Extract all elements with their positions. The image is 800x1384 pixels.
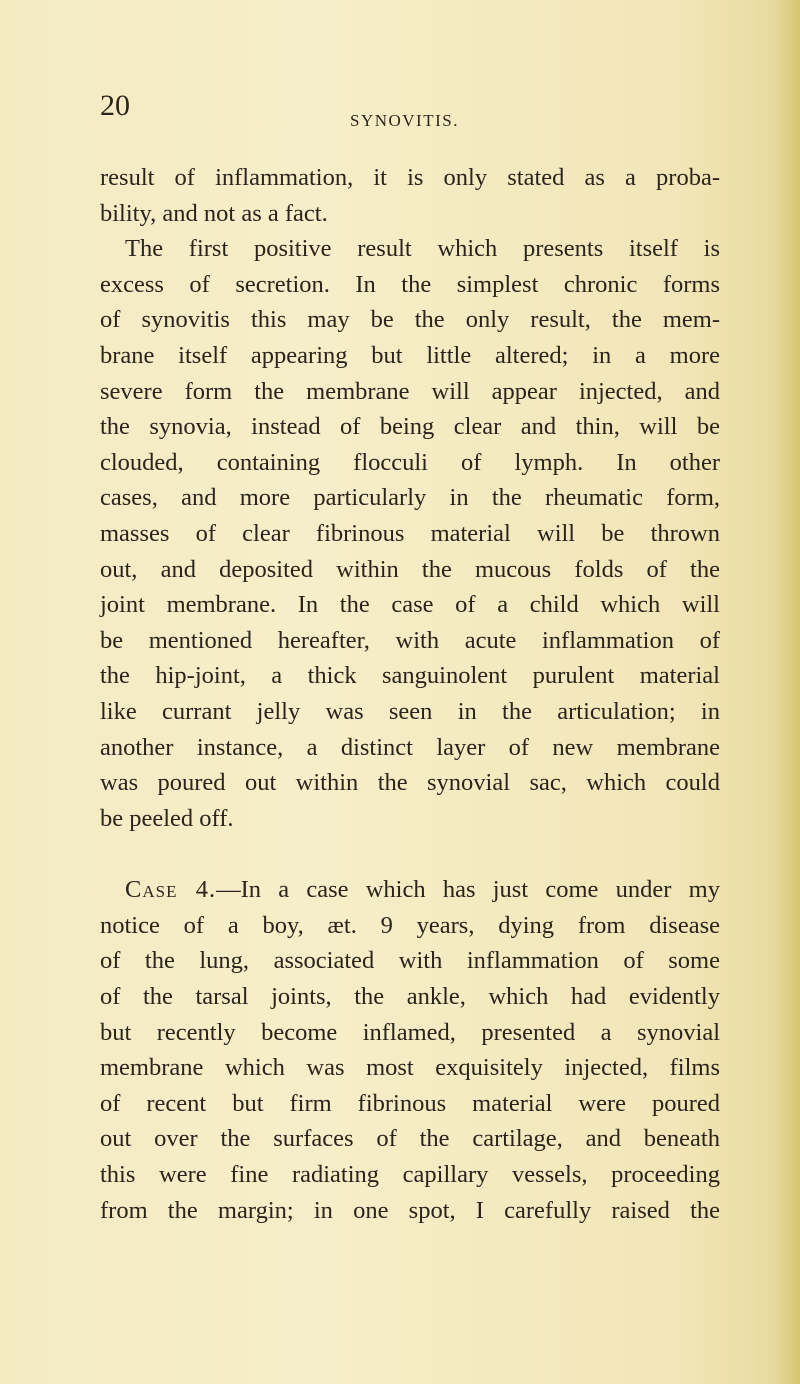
text-line: the hip-joint, a thick sanguinolent purulent material <box>100 662 720 690</box>
text-line: from the margin; in one spot, I carefully raised the <box>100 1196 720 1224</box>
text-line: excess of secretion. In the simplest chronic forms <box>100 270 720 298</box>
text-line: out, and deposited within the mucous folds of the <box>100 555 720 583</box>
text-line: cases, and more particularly in the rheumatic form, <box>100 484 720 512</box>
text-line: The first positive result which presents itself is <box>125 235 720 263</box>
body-text <box>100 160 720 1228</box>
text-line: was poured out within the synovial sac, which could <box>100 769 720 797</box>
text-line: another instance, a distinct layer of new membrane <box>100 733 720 761</box>
case-first-line-text: —In a case which has just come under my <box>216 876 720 904</box>
page-edge-shading <box>786 0 800 1384</box>
text-line: joint membrane. In the case of a child which will <box>100 591 720 619</box>
text-line: severe form the membrane will appear injected, and <box>100 377 720 405</box>
page-number: 20 <box>100 89 130 122</box>
text-line: like currant jelly was seen in the articulation; in <box>100 697 720 725</box>
paragraph-gap <box>100 836 720 872</box>
text-line: clouded, containing flocculi of lymph. In other <box>100 448 720 476</box>
text-line: this were fine radiating capillary vessels, proceeding <box>100 1161 720 1189</box>
text-line: be peeled off. <box>100 804 234 832</box>
running-head: SYNOVITIS. <box>350 111 459 130</box>
case-label: Case 4. <box>125 876 217 904</box>
text-line: of recent but firm fibrinous material were poured <box>100 1089 720 1117</box>
text-line: membrane which was most exquisitely injected, films <box>100 1054 720 1082</box>
text-line: bility, and not as a fact. <box>100 199 328 227</box>
case-first-line <box>100 872 720 908</box>
text-line: the synovia, instead of being clear and thin, will be <box>100 413 720 441</box>
text-line: masses of clear fibrinous material will be thrown <box>100 519 720 547</box>
text-line: notice of a boy, æt. 9 years, dying from disease <box>100 911 720 939</box>
text-line: result of inflammation, it is only stated as a proba- <box>100 164 720 191</box>
text-line: be mentioned hereafter, with acute inflammation of <box>100 626 720 654</box>
text-line: of the tarsal joints, the ankle, which had evidently <box>100 983 720 1011</box>
text-line: but recently become inflamed, presented a synovial <box>100 1018 720 1046</box>
text-line: of the lung, associated with inflammation of some <box>100 947 720 975</box>
text-line: out over the surfaces of the cartilage, and beneath <box>100 1125 720 1153</box>
text-line: of synovitis this may be the only result, the mem- <box>100 306 720 334</box>
text-line: brane itself appearing but little altered; in a more <box>100 341 720 369</box>
